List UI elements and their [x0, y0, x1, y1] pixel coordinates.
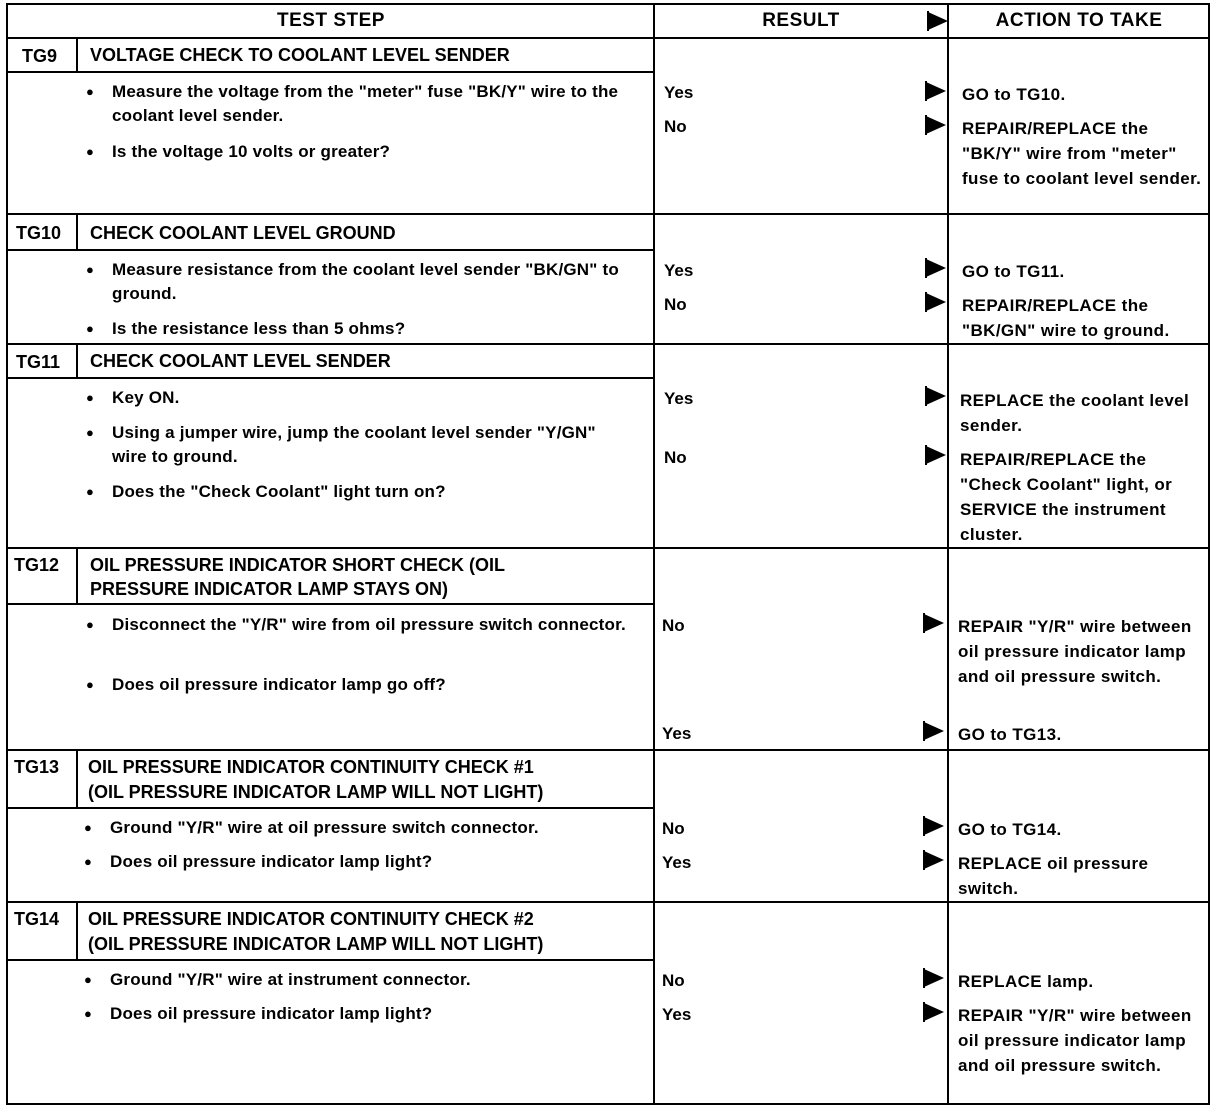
- arrow-icon: [924, 614, 944, 632]
- section-divider: [8, 547, 1208, 549]
- step-id: TG13: [14, 757, 60, 777]
- step-title-line2: PRESSURE INDICATOR LAMP STAYS ON): [90, 579, 449, 599]
- step-title: VOLTAGE CHECK TO COOLANT LEVEL SENDER: [90, 45, 510, 65]
- step-bullet: ● Is the resistance less than 5 ohms?: [112, 317, 632, 341]
- step-title-line2: (OIL PRESSURE INDICATOR LAMP WILL NOT LIGHT): [88, 782, 544, 802]
- result-label: Yes: [662, 1005, 692, 1024]
- section-divider: [8, 901, 1208, 903]
- step-title: CHECK COOLANT LEVEL SENDER: [90, 351, 391, 371]
- step-bullet: ● Does oil pressure indicator lamp light?: [110, 1002, 640, 1026]
- action-text: REPAIR/REPLACE the "BK/GN" wire to ground.: [962, 296, 1170, 340]
- title-divider: [76, 903, 78, 959]
- step-id: TG11: [16, 352, 61, 372]
- header-result: [654, 5, 948, 39]
- action-text: REPAIR/REPLACE the "Check Coolant" light, or SERVICE the instrument cluster.: [960, 450, 1173, 544]
- result-label: No: [662, 971, 685, 990]
- title-divider: [76, 549, 78, 603]
- title-underline: [8, 71, 653, 73]
- action-text: REPAIR/REPLACE the "BK/Y" wire from "meter" fuse to coolant level sender.: [962, 119, 1202, 188]
- title-divider: [76, 39, 78, 73]
- header-action: ACTION TO TAKE: [948, 5, 1210, 39]
- action-text: REPAIR "Y/R" wire between oil pressure indicator lamp and oil pressure switch.: [958, 617, 1192, 686]
- header-result-label: RESULT: [762, 10, 840, 31]
- arrow-icon: [926, 387, 946, 405]
- action-text: GO to TG14.: [958, 820, 1062, 839]
- result-label: No: [662, 819, 685, 838]
- action-text: GO to TG13.: [958, 725, 1062, 744]
- step-bullet: ● Measure the voltage from the "meter" fuse "BK/Y" wire to the coolant level sender.: [112, 80, 632, 128]
- diagnostic-table: [6, 3, 1210, 1105]
- action-text: REPAIR "Y/R" wire between oil pressure indicator lamp and oil pressure switch.: [958, 1006, 1192, 1075]
- arrow-icon: [924, 817, 944, 835]
- column-divider: [947, 5, 949, 1103]
- title-divider: [76, 215, 78, 249]
- arrow-icon: [926, 293, 946, 311]
- step-id: TG10: [16, 223, 62, 243]
- result-label: Yes: [664, 389, 694, 408]
- title-underline: [8, 959, 653, 961]
- step-title-line1: OIL PRESSURE INDICATOR CONTINUITY CHECK #2: [88, 909, 534, 929]
- step-bullet: ● Disconnect the "Y/R" wire from oil pressure switch connector.: [112, 613, 632, 637]
- step-bullet: ● Ground "Y/R" wire at instrument connector.: [110, 968, 640, 992]
- header-test-step: TEST STEP: [8, 5, 654, 39]
- result-label: No: [664, 295, 687, 314]
- step-bullet: ● Ground "Y/R" wire at oil pressure switch connector.: [110, 816, 640, 840]
- section-divider: [8, 749, 1208, 751]
- result-label: Yes: [664, 83, 694, 102]
- section-divider: [8, 343, 1208, 345]
- arrow-icon: [924, 1003, 944, 1021]
- arrow-icon: [926, 259, 946, 277]
- result-label: Yes: [662, 853, 692, 872]
- arrow-icon: [926, 446, 946, 464]
- step-title-line1: OIL PRESSURE INDICATOR SHORT CHECK (OIL: [90, 555, 506, 575]
- action-text: GO to TG11.: [962, 262, 1065, 281]
- action-text: REPLACE the coolant level sender.: [960, 391, 1190, 435]
- step-id: TG12: [14, 555, 60, 575]
- title-underline: [8, 807, 653, 809]
- step-bullet: ● Does the "Check Coolant" light turn on?: [112, 480, 632, 504]
- arrow-icon: [924, 851, 944, 869]
- step-bullet: ● Measure resistance from the coolant level sender "BK/GN" to ground.: [112, 258, 632, 306]
- action-text: REPLACE oil pressure switch.: [958, 854, 1149, 898]
- action-text: GO to TG10.: [962, 85, 1066, 104]
- step-bullet: ● Is the voltage 10 volts or greater?: [112, 140, 632, 164]
- step-title-line1: OIL PRESSURE INDICATOR CONTINUITY CHECK #1: [88, 757, 534, 777]
- arrow-icon: [926, 116, 946, 134]
- action-text: REPLACE lamp.: [958, 972, 1094, 991]
- arrow-icon: [926, 82, 946, 100]
- step-id: TG14: [14, 909, 60, 929]
- section-divider: [8, 213, 1208, 215]
- result-label: No: [664, 448, 687, 467]
- title-underline: [8, 603, 653, 605]
- result-label: No: [664, 117, 687, 136]
- arrow-icon: [924, 969, 944, 987]
- step-title-line2: (OIL PRESSURE INDICATOR LAMP WILL NOT LIGHT): [88, 934, 544, 954]
- step-bullet: ● Does oil pressure indicator lamp go off?: [112, 673, 632, 697]
- step-id: TG9: [22, 46, 58, 66]
- result-label: Yes: [664, 261, 694, 280]
- step-bullet: ● Key ON.: [112, 386, 632, 410]
- title-underline: [8, 377, 653, 379]
- step-bullet: ● Using a jumper wire, jump the coolant level sender "Y/GN" wire to ground.: [112, 421, 632, 469]
- title-underline: [8, 249, 653, 251]
- header-arrow-icon: [928, 12, 948, 30]
- title-divider: [76, 751, 78, 807]
- step-title: CHECK COOLANT LEVEL GROUND: [90, 223, 396, 243]
- result-label: Yes: [662, 724, 692, 743]
- column-divider: [653, 5, 655, 1103]
- step-bullet: ● Does oil pressure indicator lamp light?: [110, 850, 640, 874]
- arrow-icon: [924, 722, 944, 740]
- result-label: No: [662, 616, 685, 635]
- title-divider: [76, 345, 78, 379]
